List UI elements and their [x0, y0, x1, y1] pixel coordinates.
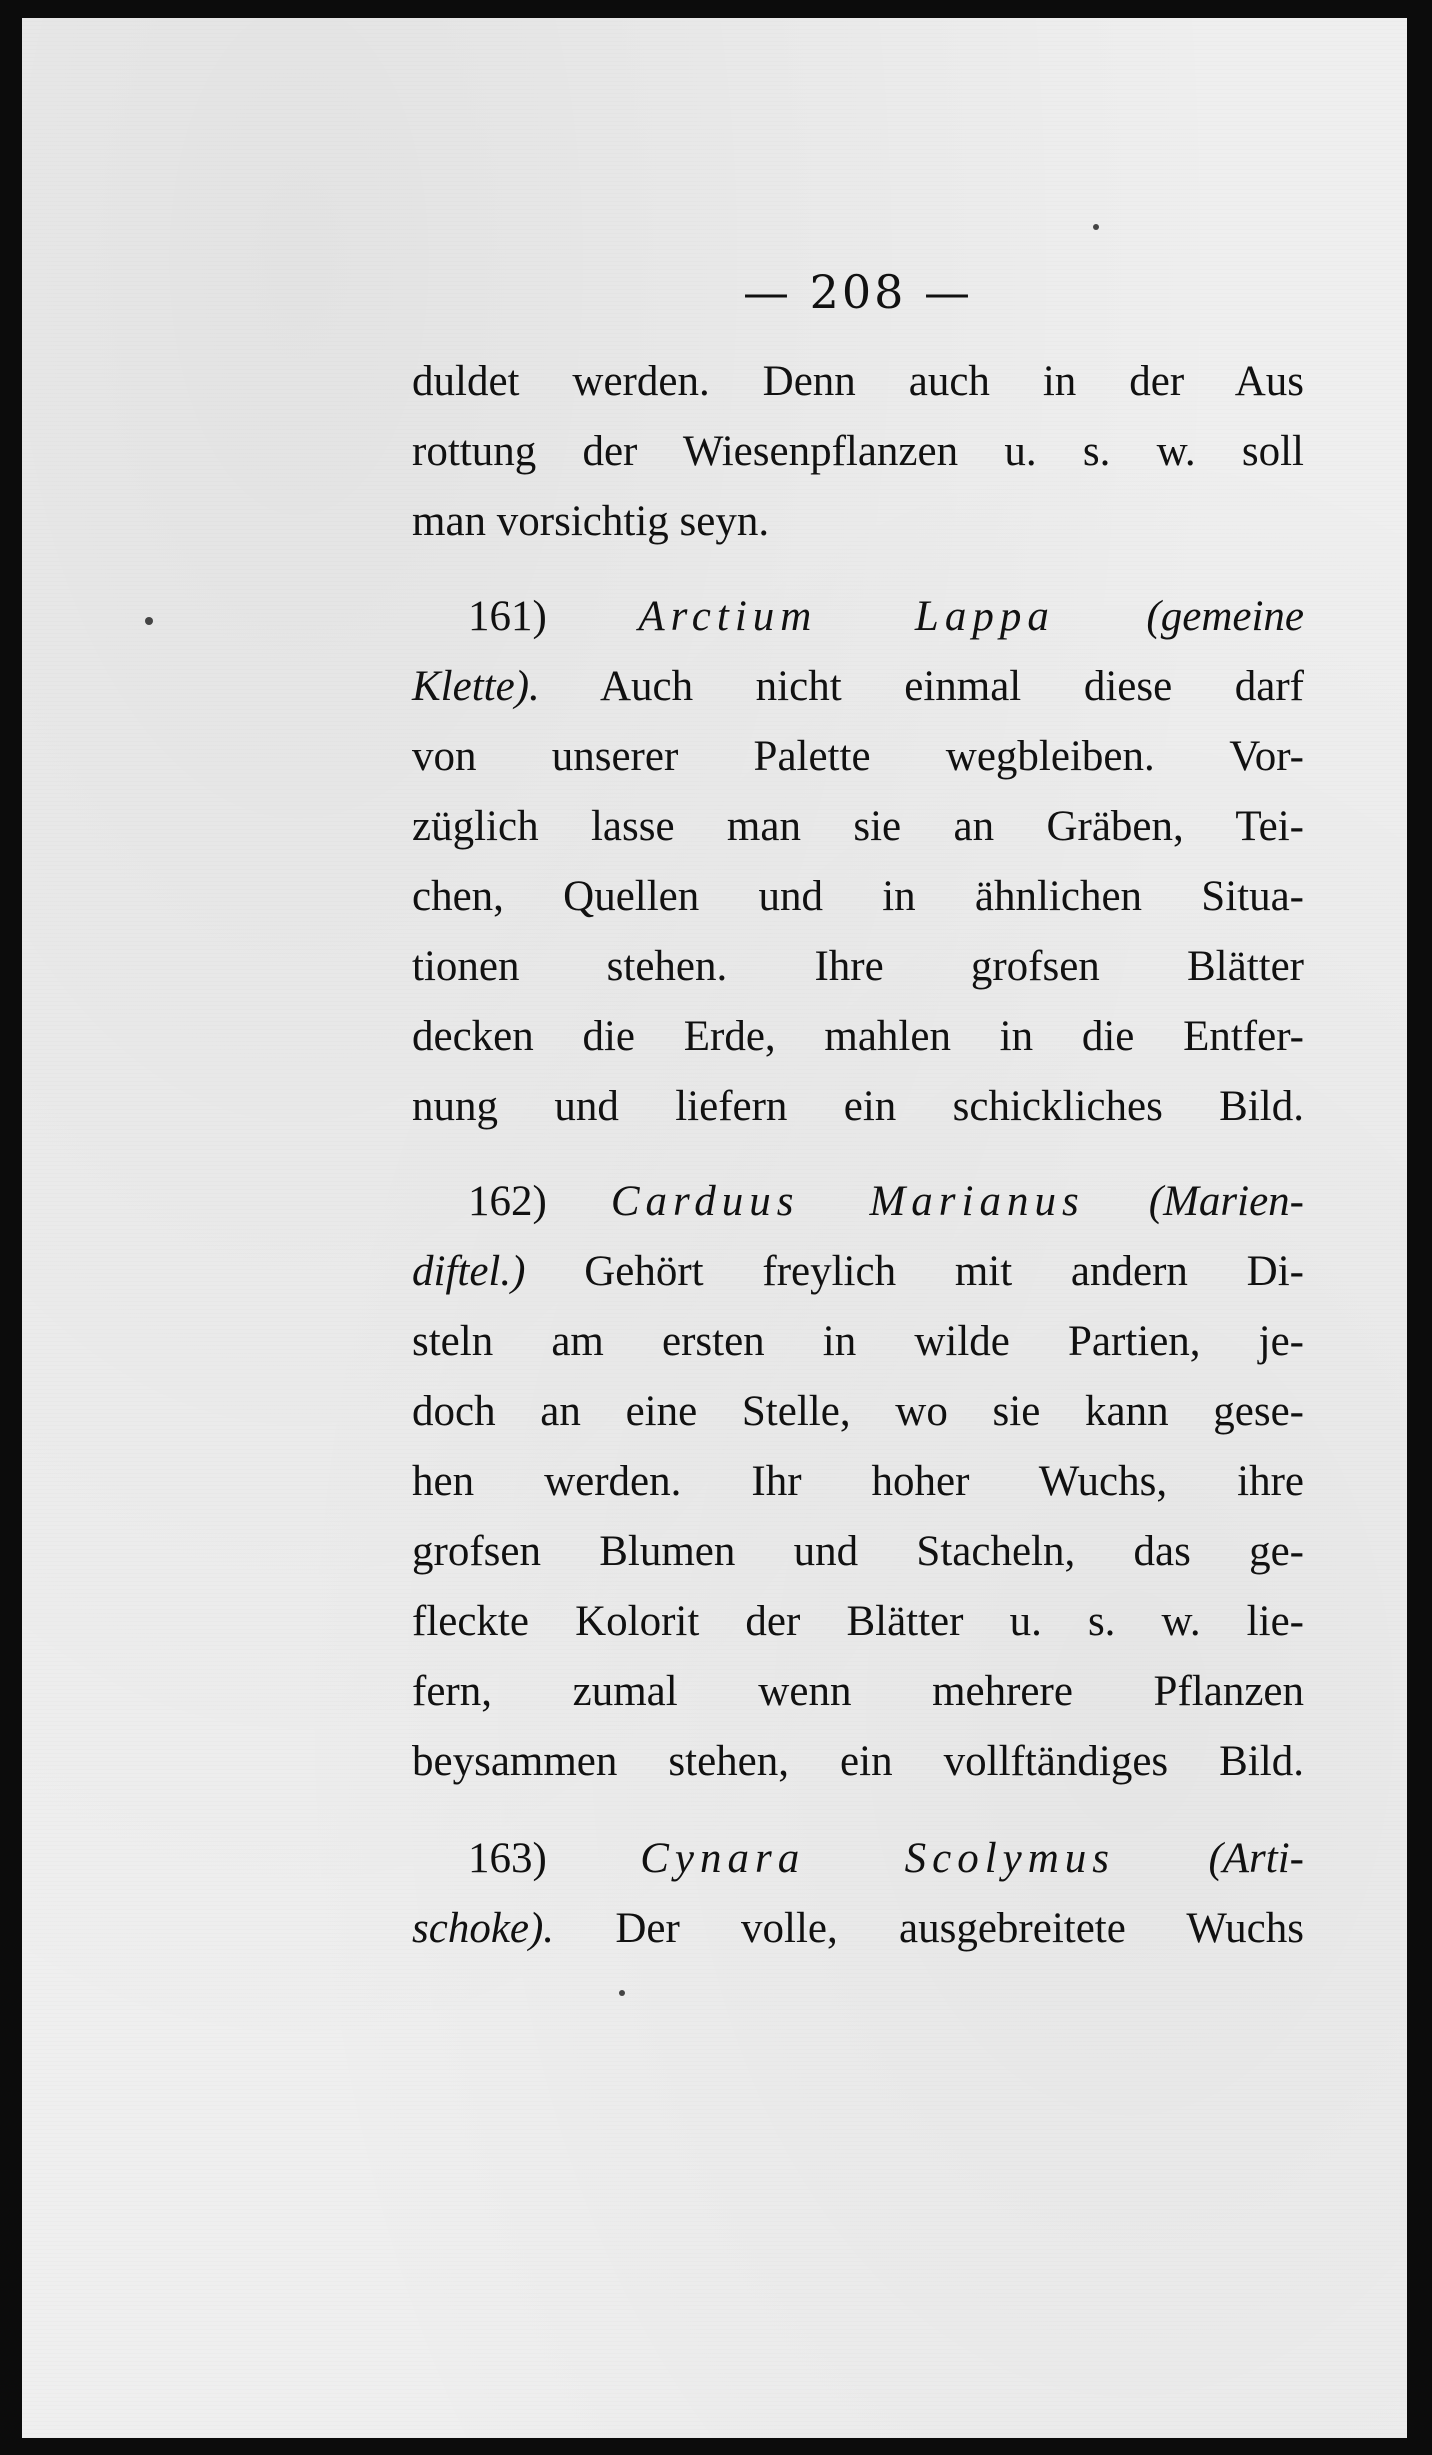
botanical-name: Arctium Lappa — [638, 593, 1055, 640]
text-line: beysammen stehen, ein vollftändiges Bild. — [412, 1738, 1304, 1785]
text-line: züglich lasse man sie an Gräben, Tei- — [412, 803, 1304, 850]
text-span: Gehört freylich mit andern Di- — [584, 1248, 1305, 1295]
text-line: grofsen Blumen und Stacheln, das ge- — [412, 1528, 1304, 1575]
botanical-name: Carduus Marianus — [610, 1178, 1085, 1225]
text-line: von unserer Palette wegbleiben. Vor- — [412, 733, 1304, 780]
text-line: decken die Erde, mahlen in die Entfer- — [412, 1013, 1304, 1060]
text-line: fern, zumal wenn mehrere Pflanzen — [412, 1668, 1304, 1715]
entry-161-heading — [468, 583, 1304, 651]
text-line: rottung der Wiesenpflanzen u. s. w. soll — [412, 428, 1304, 475]
text-line: duldet werden. Denn auch in der Aus — [412, 358, 1304, 405]
text-line — [412, 1238, 1304, 1306]
text-span: Auch nicht einmal diese darf — [599, 663, 1304, 710]
page-number-header: — 208 — — [742, 265, 974, 319]
common-name: (Marien- — [1148, 1178, 1304, 1225]
common-name: (Arti- — [1208, 1835, 1304, 1882]
text-line: hen werden. Ihr hoher Wuchs, ihre — [412, 1458, 1304, 1505]
entry-number: 162) — [468, 1178, 547, 1225]
entry-163-heading — [468, 1825, 1304, 1893]
text-line: tionen stehen. Ihre grofsen Blätter — [412, 943, 1304, 990]
scan-speck — [145, 617, 153, 625]
text-line: fleckte Kolorit der Blätter u. s. w. lie- — [412, 1598, 1304, 1645]
text-line: man vorsichtig seyn. — [412, 498, 770, 545]
text-line — [412, 653, 1304, 721]
text-line: chen, Quellen und in ähnlichen Situa- — [412, 873, 1304, 920]
common-name: diftel.) — [412, 1248, 526, 1295]
entry-number: 161) — [468, 593, 547, 640]
scan-speck — [1093, 224, 1099, 230]
common-name: (gemeine — [1146, 593, 1304, 640]
common-name: Klette). — [412, 663, 540, 710]
scan-speck — [619, 1990, 625, 1996]
text-line: doch an eine Stelle, wo sie kann gese- — [412, 1388, 1304, 1435]
common-name: schoke). — [412, 1905, 555, 1952]
text-line: nung und liefern ein schickliches Bild. — [412, 1083, 1304, 1130]
entry-number: 163) — [468, 1835, 547, 1882]
text-line: steln am ersten in wilde Partien, je- — [412, 1318, 1304, 1365]
text-span: Der volle, ausgebreitete Wuchs — [615, 1905, 1305, 1952]
botanical-name: Cynara Scolymus — [640, 1835, 1116, 1882]
entry-162-heading — [468, 1168, 1304, 1236]
text-line — [412, 1895, 1304, 1963]
